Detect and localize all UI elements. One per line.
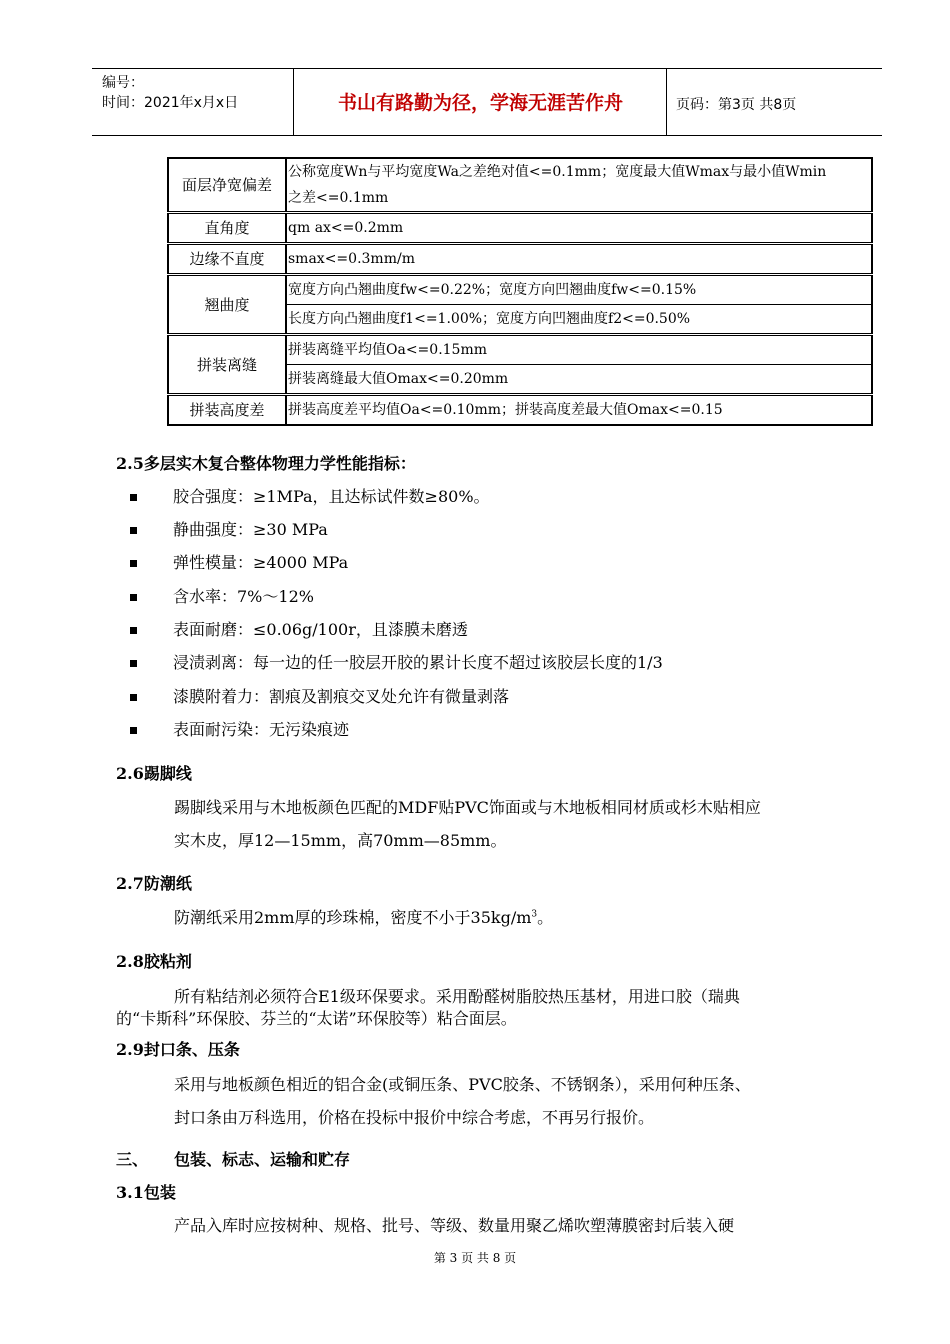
bullet-icon: [130, 560, 137, 567]
header-time-label: 时间：2021年x月x日: [102, 95, 239, 111]
header-page-label: 页码：第3页 共8页: [676, 97, 797, 113]
list-item-text: 静曲强度：≥30 MPa: [173, 520, 328, 539]
list-item: [130, 617, 468, 640]
list-item-text: 表面耐磨：≤0.06g/100r，且漆膜未磨透: [173, 620, 468, 639]
row-value: smax<=0.3mm/m: [286, 244, 872, 275]
section-2-7-title: 2.7防潮纸: [116, 874, 192, 893]
bullet-icon: [130, 494, 137, 501]
header-top-rule: [92, 68, 882, 69]
row-label: 翘曲度: [168, 275, 286, 335]
section-2-7-end: 。: [537, 908, 554, 927]
row-label: 边缘不直度: [168, 244, 286, 275]
bullet-icon: [130, 694, 137, 701]
section-2-6-line-2: 实木皮，厚12—15mm，高70mm—85mm。: [174, 831, 507, 850]
list-item-text: 胶合强度：≥1MPa，且达标试件数≥80%。: [173, 487, 490, 506]
row-label: 直角度: [168, 213, 286, 244]
row-value-line: 之差<=0.1mm: [288, 190, 389, 206]
bullet-icon: [130, 594, 137, 601]
table-row: [168, 275, 872, 305]
list-item: [130, 650, 663, 673]
section-2-8-line-2: 的“卡斯科”环保胶、芬兰的“太诺”环保胶等）粘合面层。: [116, 1009, 517, 1028]
section-2-8-title: 2.8胶粘剂: [116, 952, 192, 971]
header-motto: 书山有路勤为径，学海无涯苦作舟: [337, 92, 623, 114]
section-3-number: 三、: [116, 1150, 149, 1169]
row-value: 拼装离缝最大值Omax<=0.20mm: [286, 365, 872, 395]
section-2-5-title: 2.5多层实木复合整体物理力学性能指标：: [116, 454, 416, 473]
section-3-1-title: 3.1包装: [116, 1183, 176, 1202]
section-2-8-line-1: 所有粘结剂必须符合E1级环保要求。采用酚醛树脂胶热压基材，用进口胶（瑞典: [174, 987, 740, 1006]
row-value-line: 公称宽度Wn与平均宽度Wa之差绝对值<=0.1mm；宽度最大值Wmax与最小值Wmin: [288, 164, 827, 180]
superscript: 3: [531, 909, 538, 920]
row-value: 拼装离缝平均值Oa<=0.15mm: [286, 335, 872, 365]
spec-table: [167, 157, 873, 426]
list-item: [130, 517, 328, 540]
row-value: 宽度方向凸翘曲度fw<=0.22%；宽度方向凹翘曲度fw<=0.15%: [286, 275, 872, 305]
table-row: [168, 395, 872, 426]
row-value: 长度方向凸翘曲度f1<=1.00%；宽度方向凹翘曲度f2<=0.50%: [286, 305, 872, 335]
row-label: 拼装高度差: [168, 395, 286, 426]
row-value: [286, 158, 872, 213]
section-2-6-title: 2.6踢脚线: [116, 764, 192, 783]
section-2-7-body: 防潮纸采用2mm厚的珍珠棉，密度不小于35kg/m: [174, 908, 532, 927]
header-number-label: 编号：: [102, 75, 144, 91]
section-2-9-line-1: 采用与地板颜色相近的铝合金(或铜压条、PVC胶条、不锈钢条），采用何种压条、: [174, 1075, 751, 1094]
section-2-6-line-1: 踢脚线采用与木地板颜色匹配的MDF贴PVC饰面或与木地板相同材质或杉木贴相应: [174, 798, 761, 817]
list-item-text: 含水率：7%～12%: [173, 587, 314, 606]
list-item: [130, 717, 349, 740]
table-row: [168, 335, 872, 365]
list-item: [130, 550, 348, 573]
section-3-title: 包装、标志、运输和贮存: [174, 1150, 351, 1169]
header-bottom-rule: [92, 135, 882, 136]
section-2-9-title: 2.9封口条、压条: [116, 1040, 240, 1059]
table-row: [168, 158, 872, 213]
row-label: 面层净宽偏差: [168, 158, 286, 213]
row-value: qm ax<=0.2mm: [286, 213, 872, 244]
list-item: [130, 684, 509, 707]
section-2-9-line-2: 封口条由万科选用，价格在投标中报价中综合考虑，不再另行报价。: [174, 1108, 655, 1127]
bullet-icon: [130, 627, 137, 634]
list-item-text: 漆膜附着力：割痕及割痕交叉处允许有微量剥落: [173, 687, 510, 706]
bullet-icon: [130, 727, 137, 734]
section-3-1-line-1: 产品入库时应按树种、规格、批号、等级、数量用聚乙烯吹塑薄膜密封后装入硬: [174, 1216, 735, 1235]
list-item-text: 表面耐污染：无污染痕迹: [173, 720, 350, 739]
table-row: [168, 213, 872, 244]
list-item-text: 浸渍剥离：每一边的任一胶层开胶的累计长度不超过该胶层长度的1/3: [173, 653, 663, 672]
list-item: [130, 484, 490, 507]
list-item-text: 弹性模量：≥4000 MPa: [173, 553, 349, 572]
row-value: 拼装高度差平均值Oa<=0.10mm；拼装高度差最大值Omax<=0.15: [286, 395, 872, 426]
list-item: [130, 584, 314, 607]
bullet-icon: [130, 660, 137, 667]
section-2-7-text: [174, 905, 553, 928]
bullet-icon: [130, 527, 137, 534]
row-label: 拼装离缝: [168, 335, 286, 395]
table-row: [168, 244, 872, 275]
page-footer: 第 3 页 共 8 页: [433, 1251, 517, 1265]
